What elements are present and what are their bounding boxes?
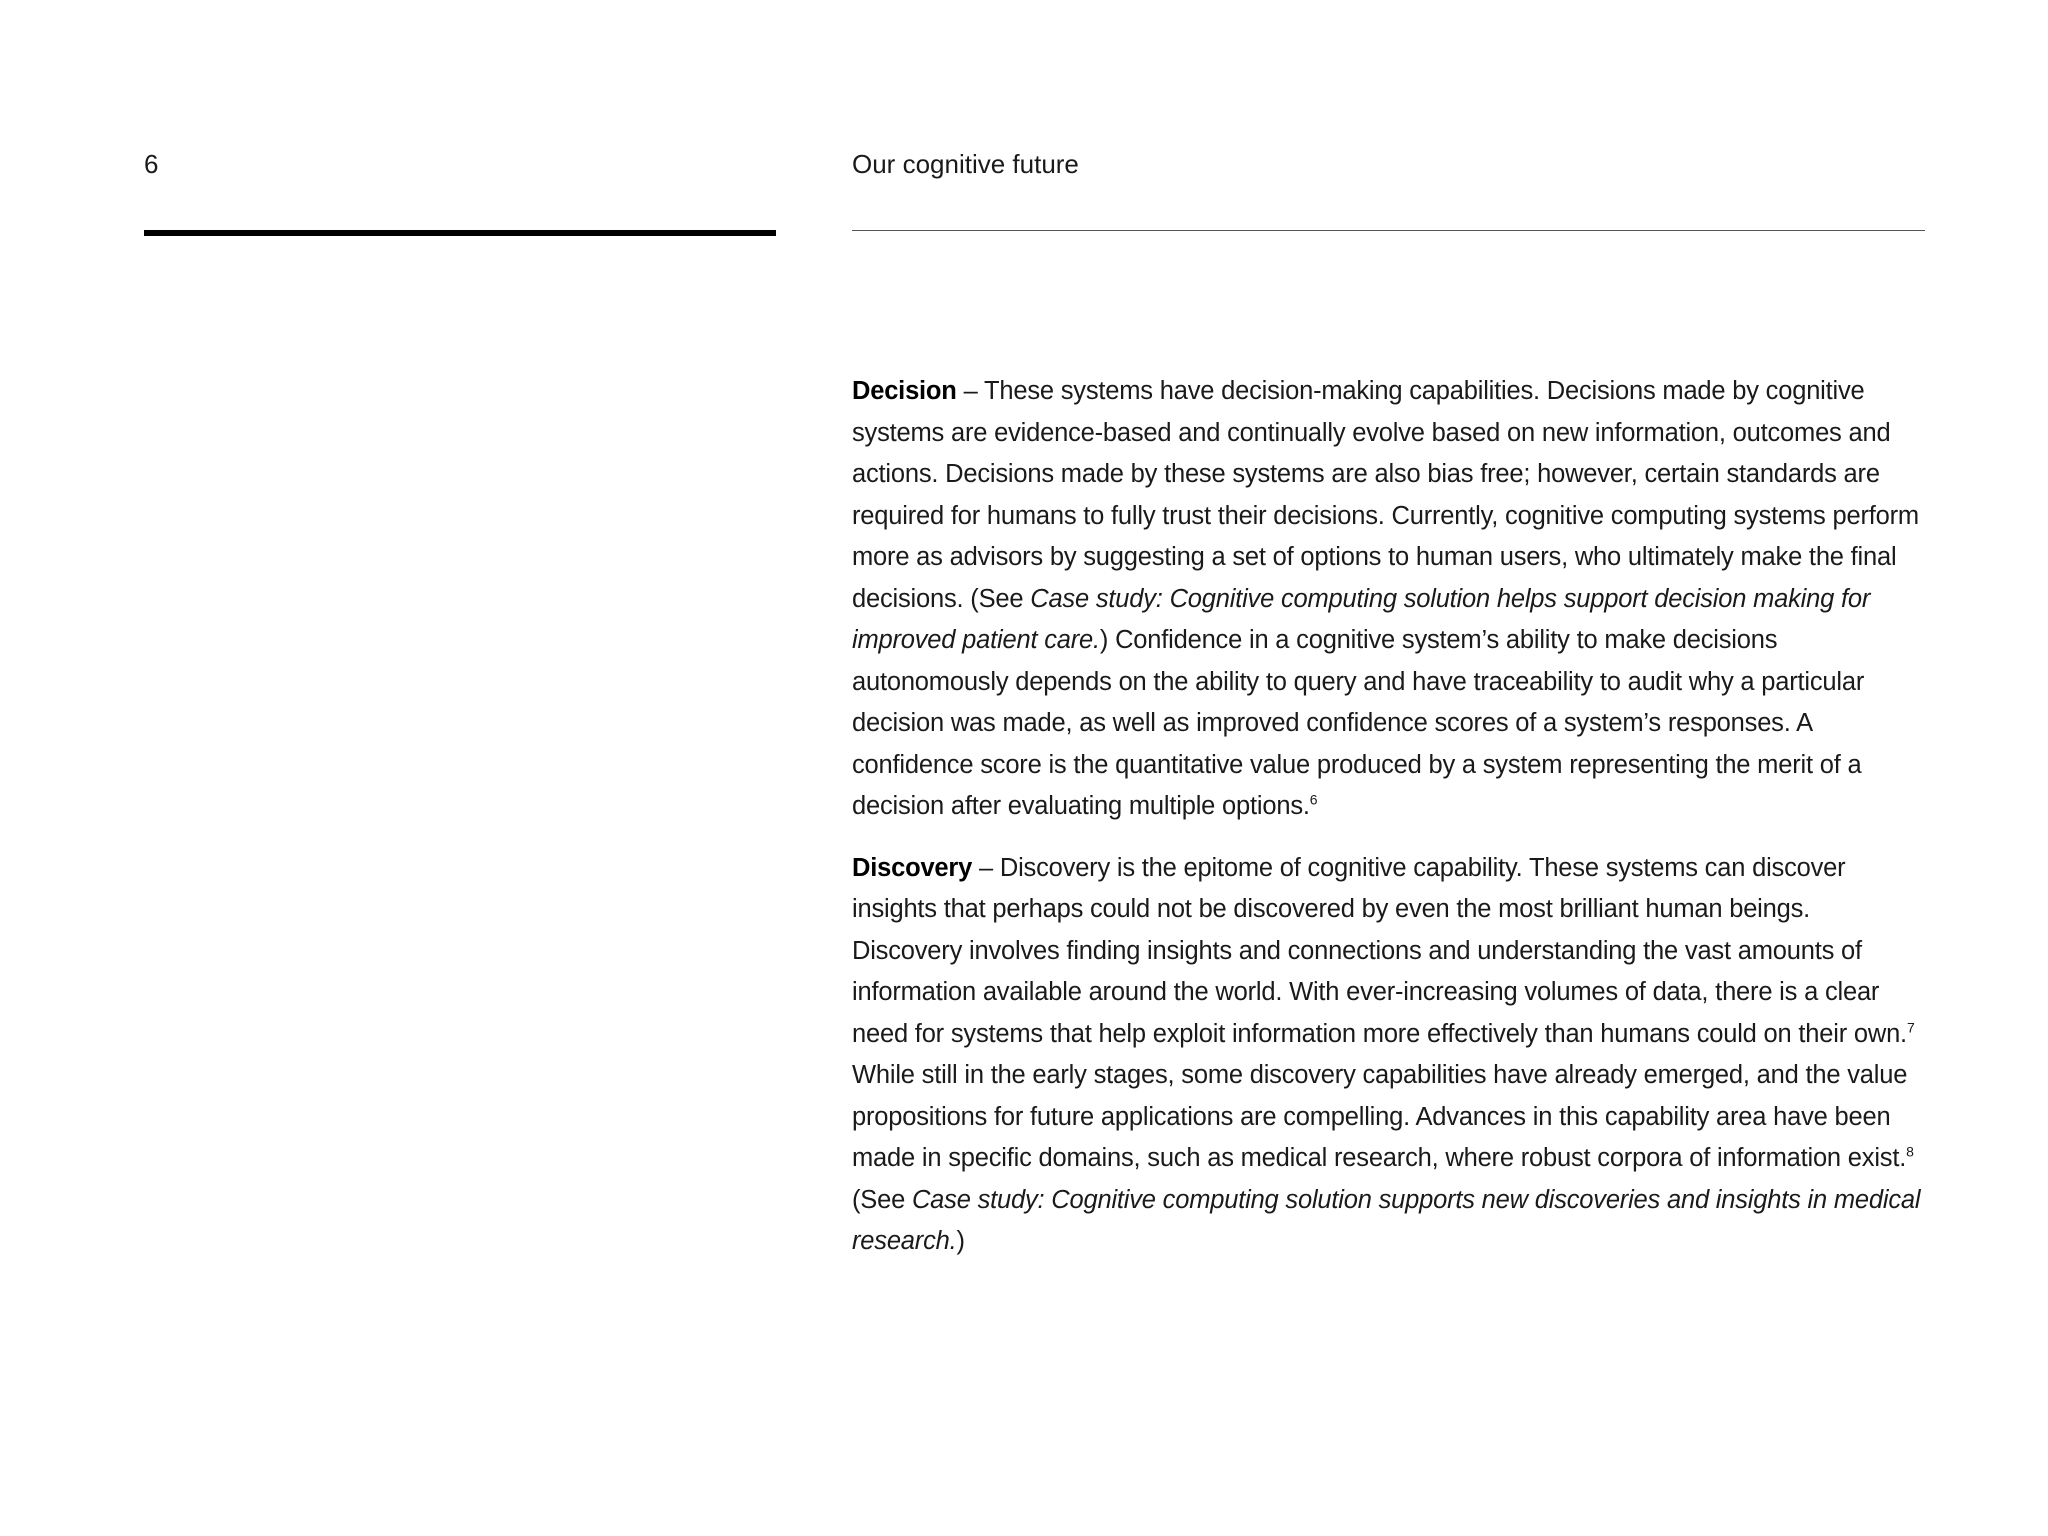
discovery-text-3: (See: [852, 1185, 912, 1214]
footnote-marker-6: 6: [1309, 791, 1318, 808]
term-decision: Decision: [852, 377, 957, 405]
paragraph-discovery: [852, 848, 1927, 1263]
right-divider-rule: [852, 230, 1925, 231]
discovery-text-2: While still in the early stages, some discovery capabilities have already emerged, and the value propositions for future applications are compelling. Advances in this capability area have been made in specific domains, such as medical research, where robust corpora of information exist.: [852, 1061, 1908, 1172]
term-discovery: Discovery: [852, 853, 973, 882]
decision-text-2: ) Confidence in a cognitive system’s ability to make decisions autonomously depends on the ability to query and have traceability to audit why a particular decision was made, as well as improved confidence scores of a system’s responses. A confidence score is the quantitative value produced by a system representing the merit of a decision after evaluating multiple options.: [852, 626, 1865, 820]
discovery-text-4: ): [956, 1227, 965, 1255]
discovery-text-1: – Discovery is the epitome of cognitive capability. These systems can discover insights that perhaps could not be discovered by even the most brilliant human beings. Discovery involves finding insights and connections and understanding the vast amounts of information available around the world. With ever-increasing volumes of data, there is a clear need for systems that help exploit information more effectively than humans could on their own.: [852, 853, 1907, 1048]
discovery-case-study-reference: Case study: Cognitive computing solution supports new discoveries and insights in medical research.: [852, 1185, 1921, 1255]
page-number: 6: [144, 149, 159, 179]
decision-text-1: – These systems have decision-making capabilities. Decisions made by cognitive systems are evidence-based and continually evolve based on new information, outcomes and actions. Decisions made by these systems are also bias free; however, certain standards are required for humans to fully trust their decisions. Currently, cognitive computing systems perform more as advisors by suggesting a set of options to human users, who ultimately make the final decisions. (See: [852, 377, 1919, 613]
decision-case-study-reference: Case study: Cognitive computing solution helps support decision making for improved patient care.: [852, 584, 1871, 654]
footnote-marker-8: 8: [1906, 1143, 1914, 1160]
left-divider-rule: [144, 230, 776, 236]
footnote-marker-7: 7: [1906, 1019, 1915, 1035]
body-text: [852, 371, 1927, 1283]
paragraph-decision: [852, 371, 1927, 828]
running-title: Our cognitive future: [852, 149, 1079, 179]
